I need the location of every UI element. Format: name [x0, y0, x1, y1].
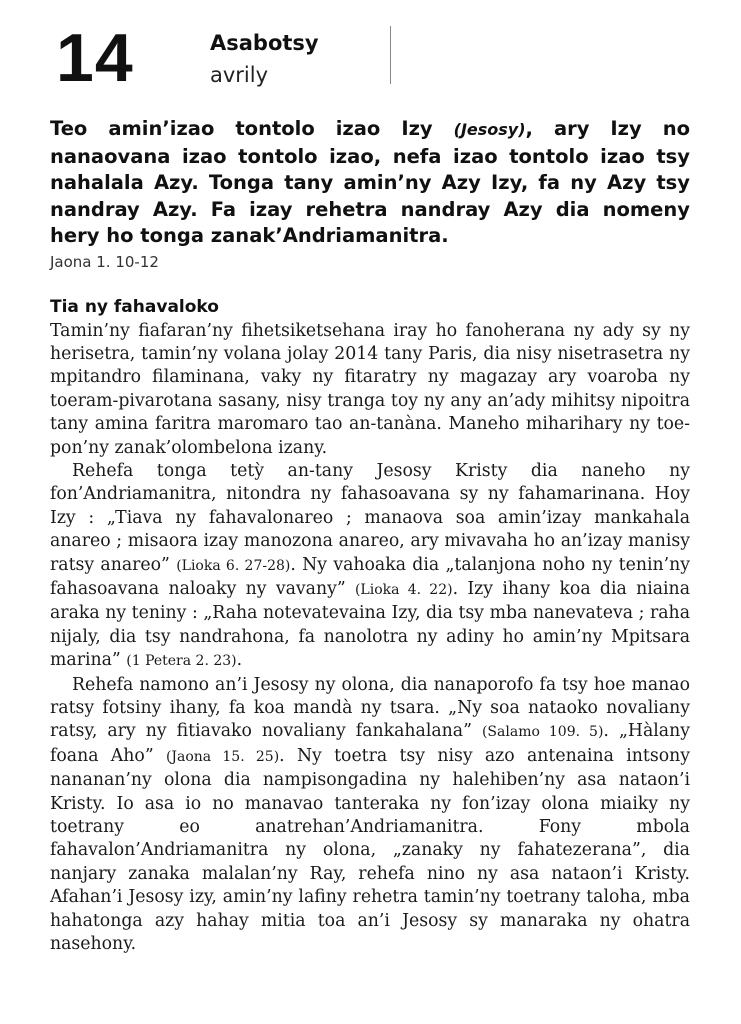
- paragraph-2-text-d: .: [236, 650, 243, 671]
- daily-verse: [50, 116, 690, 250]
- scripture-ref: (Salamo 109. 5): [481, 724, 604, 741]
- paragraph-2: [50, 460, 690, 674]
- paragraph-3-text-a: Rehefa namono an’i Jesosy ny olona, dia nanaporofo fa tsy hoe manao ratsy fotsiny ihany, fa koa mandà ny tsara. „Ny soa nataoko novaliany ratsy, ary ny fitiavako novaliany fankahalana”: [50, 674, 690, 742]
- verse-text-italic: (Jesosy): [453, 120, 526, 139]
- verse-text-part1: Teo amin’izao tontolo izao Izy: [50, 117, 454, 140]
- scripture-ref: (1 Petera 2. 23): [126, 653, 237, 670]
- verse-text-part2: , ary Izy no nanaovana izao tontolo izao, nefa izao tontolo izao tsy nahalala Azy. Tonga tany amin’ny Azy Izy, fa ny Azy tsy nandray Azy. Fa izay rehetra nandray Azy dia nomeny hery ho tonga zanak’Andriamanitra.: [50, 117, 691, 247]
- paragraph-2-text-c: . Izy ihany koa dia niaina araka ny teniny : „Raha notevatevaina Izy, dia tsy mba nanevateva ; raha nijaly, dia tsy nandrahona, fa nanolotra ny adiny ho amin’ny Mpitsara marina”: [50, 578, 690, 671]
- paragraph-1: Tamin’ny fiafaran’ny fihetsiketsehana iray ho fanoherana ny ady sy ny herisetra, tamin’ny volana jolay 2014 tany Paris, dia nisy nisetrasetra ny mpitandro filaminana, vaky ny fitaratry ny magazay ary voaroba ny toeram-pivarotana sasany, nisy tranga toy ny any an’ady mihitsy nipoitra tany amina faritra maromaro tao an-tanàna. Maneho miharihary ny toe-pon’ny zanak’olombelona izany.: [50, 320, 690, 458]
- scripture-ref: (Jaona 15. 25): [165, 748, 280, 765]
- paragraph-2-text-b: . Ny vahoaka dia „talanjona noho ny tenin’ny fahasoavana naloaky ny vavany”: [50, 554, 690, 599]
- paragraph-2-text-a: Rehefa tonga tetỳ an-tany Jesosy Kristy dia naneho ny fon’Andriamanitra, nitondra ny fahasoavana sy ny fahamarinana. Hoy Izy : „Tiava ny fahavalonareo ; manaova soa amin’izay mankahala anareo ; misaora izay manozona anareo, ary mivavaha ho an’izay manisy ratsy anareo”: [50, 460, 690, 575]
- verse-reference: Jaona 1. 10-12: [50, 252, 159, 271]
- scripture-ref: (Lioka 4. 22): [354, 581, 453, 598]
- scripture-ref: (Lioka 6. 27-28): [176, 557, 291, 574]
- paragraph-3: [50, 674, 690, 957]
- devotional-page: [50, 20, 690, 956]
- paragraph-3-text-b: . „Hàlany foana Aho”: [50, 721, 690, 766]
- date-header: [50, 20, 690, 102]
- paragraph-3-text-c: . Ny toetra tsy nisy azo antenaina intsony nananan’ny olona dia nampisongadina ny halehiben’ny asa nataon’i Kristy. Io asa io no manavao tanteraka ny fon’izay olona miaiky ny toetrany eo anatrehan’Andriamanitra. Fony mbola fahavalon’Andriamanitra ny olona, „zanaky ny fahatezerana”, dia nanjary zanaka malalan’ny Ray, rehefa nino ny asa nataon’i Kristy. Afahan’i Jesosy izy, amin’ny lafiny rehetra tamin’ny toetrany taloha, mba hahatonga azy hahay mitia toa an’i Jesosy sy manaraka ny ohatra nasehony.: [50, 745, 691, 955]
- section-title: Tia ny fahavaloko: [50, 296, 219, 317]
- month-label: avrily: [210, 63, 269, 87]
- day-number: 14: [56, 20, 134, 96]
- header-divider: [390, 26, 391, 84]
- body-text: [50, 320, 690, 957]
- weekday-label: Asabotsy: [210, 31, 319, 55]
